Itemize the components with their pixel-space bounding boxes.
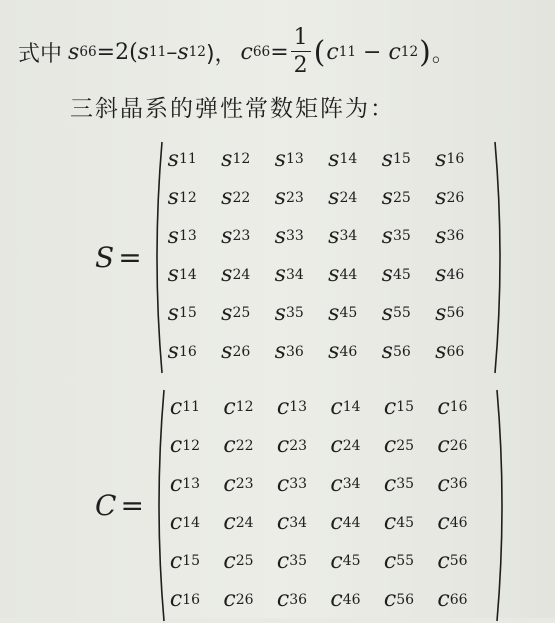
entry-subscript: 34 [342, 476, 361, 493]
entry-base: s [274, 146, 286, 172]
matrix-entry [435, 140, 489, 179]
c-equals: = [270, 39, 289, 65]
entry-base: s [381, 300, 393, 326]
entry-subscript: 35 [392, 228, 411, 245]
entry-subscript: 45 [339, 305, 358, 322]
entry-base: s [328, 300, 340, 326]
entry-subscript: 44 [342, 514, 361, 531]
entry-subscript: 56 [446, 305, 465, 322]
s-close: )， [205, 41, 237, 67]
entry-base: s [274, 262, 286, 288]
entry-subscript: 24 [342, 437, 361, 454]
matrix-entry [382, 333, 436, 372]
entry-base: c [276, 510, 290, 536]
entry-subscript: 35 [396, 476, 415, 493]
entry-subscript: 15 [182, 553, 201, 570]
entry-base: c [169, 587, 183, 613]
matrix-entry [330, 504, 384, 543]
entry-base: s [221, 185, 233, 211]
matrix-entry [330, 388, 384, 427]
entry-base: c [276, 471, 290, 497]
matrix-entry [435, 217, 489, 256]
entry-base: c [383, 394, 397, 420]
entry-base: c [276, 587, 290, 613]
entry-subscript: 22 [235, 437, 254, 454]
entry-subscript: 14 [342, 399, 361, 416]
entry-base: c [169, 548, 183, 574]
s11-base: s [137, 39, 149, 65]
matrix-c-grid [166, 388, 495, 623]
entry-subscript: 14 [182, 514, 201, 531]
matrix-entry [277, 465, 331, 504]
entry-base: c [223, 510, 236, 536]
entry-base: c [330, 394, 343, 420]
entry-base: s [274, 185, 286, 211]
matrix-entry [435, 179, 489, 218]
matrix-entry [170, 427, 224, 466]
matrix-entry [221, 217, 275, 256]
s66-sub: 66 [79, 44, 97, 60]
matrix-entry [328, 140, 382, 179]
matrix-entry [277, 504, 331, 543]
entry-base: c [383, 587, 397, 613]
entry-subscript: 36 [449, 476, 468, 493]
entry-subscript: 35 [289, 553, 308, 570]
fraction-numerator: 1 [293, 25, 308, 50]
matrix-entry [168, 256, 222, 295]
entry-base: c [437, 510, 450, 536]
entry-subscript: 12 [235, 399, 254, 416]
entry-subscript: 26 [446, 189, 465, 206]
matrix-c-equals: = [120, 489, 144, 522]
matrix-c-label [95, 489, 144, 522]
matrix-entry [437, 581, 491, 620]
matrix-entry [330, 427, 384, 466]
entry-base: c [169, 471, 183, 497]
entry-subscript: 46 [339, 343, 358, 360]
matrix-entry [382, 294, 436, 333]
close-paren: ) [419, 34, 431, 70]
matrix-entry [437, 542, 491, 581]
matrix-entry [384, 581, 438, 620]
entry-subscript: 14 [339, 151, 358, 168]
entry-subscript: 24 [232, 266, 251, 283]
entry-subscript: 44 [339, 266, 358, 283]
entry-subscript: 36 [289, 591, 308, 608]
c66-sub: 66 [252, 44, 271, 60]
entry-subscript: 66 [449, 591, 468, 608]
entry-subscript: 66 [446, 343, 465, 360]
matrix-entry [277, 388, 331, 427]
matrix-s-label [95, 241, 142, 274]
entry-subscript: 16 [178, 343, 197, 360]
entry-subscript: 46 [449, 514, 468, 531]
matrix-entry [437, 465, 491, 504]
matrix-entry [170, 388, 224, 427]
entry-subscript: 26 [235, 591, 254, 608]
entry-base: s [221, 339, 233, 365]
matrix-entry [277, 427, 331, 466]
entry-subscript: 13 [178, 228, 197, 245]
entry-subscript: 55 [392, 305, 411, 322]
entry-base: c [383, 471, 397, 497]
matrix-entry [277, 542, 331, 581]
entry-base: c [276, 394, 290, 420]
matrix-entry [275, 333, 329, 372]
matrix-entry [223, 504, 277, 543]
matrix-entry [168, 179, 222, 218]
matrix-entry [328, 179, 382, 218]
entry-base: c [437, 548, 450, 574]
entry-base: c [169, 394, 183, 420]
entry-base: s [167, 262, 179, 288]
entry-subscript: 33 [285, 228, 304, 245]
entry-subscript: 26 [232, 343, 251, 360]
matrix-entry [382, 217, 436, 256]
c-minus: − [356, 39, 389, 65]
matrix-entry [223, 465, 277, 504]
matrix-entry [328, 333, 382, 372]
entry-base: s [274, 300, 286, 326]
entry-base: c [330, 433, 343, 459]
matrix-entry [435, 256, 489, 295]
entry-subscript: 34 [289, 514, 308, 531]
entry-subscript: 12 [232, 151, 251, 168]
entry-base: s [435, 223, 447, 249]
matrix-entry [170, 465, 224, 504]
c11-sub: 11 [338, 44, 357, 60]
matrix-entry [223, 388, 277, 427]
entry-base: s [435, 185, 447, 211]
entry-subscript: 25 [392, 189, 411, 206]
matrix-entry [382, 140, 436, 179]
entry-subscript: 16 [182, 591, 201, 608]
matrix-c-body [152, 388, 509, 623]
matrix-entry [168, 140, 222, 179]
right-paren-bracket [493, 140, 507, 375]
entry-base: s [381, 146, 393, 172]
entry-base: s [328, 146, 340, 172]
fraction-denominator: 2 [293, 53, 308, 78]
matrix-entry [437, 504, 491, 543]
s11-sub: 11 [148, 44, 167, 60]
matrix-entry [384, 542, 438, 581]
matrix-entry [221, 333, 275, 372]
formula-end: 。 [431, 41, 454, 67]
entry-base: c [169, 510, 183, 536]
entry-subscript: 25 [396, 437, 415, 454]
entry-base: s [381, 262, 393, 288]
matrix-entry [221, 179, 275, 218]
entry-subscript: 25 [232, 305, 251, 322]
entry-subscript: 14 [178, 266, 197, 283]
matrix-entry [170, 504, 224, 543]
entry-base: s [435, 300, 447, 326]
entry-subscript: 15 [178, 305, 197, 322]
matrix-entry [275, 179, 329, 218]
matrix-entry [435, 333, 489, 372]
entry-subscript: 34 [339, 228, 358, 245]
entry-base: s [381, 339, 393, 365]
entry-base: s [381, 185, 393, 211]
matrix-entry [437, 388, 491, 427]
entry-base: c [223, 433, 236, 459]
matrix-entry [384, 388, 438, 427]
matrix-s-equals: = [118, 241, 142, 274]
entry-base: c [383, 548, 397, 574]
entry-subscript: 46 [342, 591, 361, 608]
matrix-entry [328, 294, 382, 333]
matrix-entry [437, 427, 491, 466]
entry-base: s [167, 339, 179, 365]
entry-subscript: 23 [235, 476, 254, 493]
entry-subscript: 36 [285, 343, 304, 360]
entry-base: c [437, 394, 450, 420]
entry-subscript: 12 [182, 437, 201, 454]
s12-base: s [177, 39, 189, 65]
entry-base: s [167, 146, 179, 172]
entry-base: s [435, 262, 447, 288]
entry-subscript: 13 [285, 151, 304, 168]
s-equals: =2( [96, 39, 138, 65]
entry-subscript: 45 [342, 553, 361, 570]
entry-subscript: 56 [396, 591, 415, 608]
matrix-c-symbol: C [95, 489, 117, 522]
left-paren-bracket [150, 140, 164, 375]
c11-base: c [326, 39, 339, 65]
matrix-entry [435, 294, 489, 333]
entry-base: s [435, 339, 447, 365]
entry-subscript: 15 [392, 151, 411, 168]
entry-base: s [328, 185, 340, 211]
matrix-entry [170, 581, 224, 620]
open-paren: ( [313, 34, 326, 70]
entry-base: s [221, 262, 233, 288]
entry-subscript: 46 [446, 266, 465, 283]
entry-subscript: 15 [396, 399, 415, 416]
c12-sub: 12 [400, 44, 419, 60]
entry-base: s [221, 146, 233, 172]
matrix-entry [328, 217, 382, 256]
entry-subscript: 24 [339, 189, 358, 206]
matrix-entry [223, 542, 277, 581]
entry-base: c [330, 587, 343, 613]
matrix-entry [221, 140, 275, 179]
entry-subscript: 23 [285, 189, 304, 206]
entry-subscript: 13 [182, 476, 201, 493]
entry-subscript: 24 [235, 514, 254, 531]
formula-prefix: 式中 [18, 41, 63, 67]
matrix-entry [330, 542, 384, 581]
entry-base: c [223, 587, 236, 613]
right-paren-bracket [495, 388, 509, 623]
entry-base: c [276, 548, 290, 574]
matrix-entry [384, 504, 438, 543]
entry-subscript: 23 [232, 228, 251, 245]
matrix-entry [168, 217, 222, 256]
entry-base: c [330, 548, 343, 574]
matrix-entry [384, 427, 438, 466]
matrix-entry [275, 294, 329, 333]
compliance-matrix [95, 140, 507, 375]
stiffness-matrix [95, 388, 509, 623]
entry-subscript: 23 [289, 437, 308, 454]
entry-base: c [223, 471, 236, 497]
entry-subscript: 13 [289, 399, 308, 416]
left-paren-bracket [152, 388, 166, 623]
entry-subscript: 35 [285, 305, 304, 322]
entry-subscript: 34 [285, 266, 304, 283]
matrix-entry [275, 140, 329, 179]
entry-base: c [223, 394, 236, 420]
entry-subscript: 56 [392, 343, 411, 360]
entry-base: s [167, 300, 179, 326]
entry-base: s [328, 262, 340, 288]
entry-subscript: 55 [396, 553, 415, 570]
entry-base: s [167, 185, 179, 211]
entry-subscript: 26 [449, 437, 468, 454]
c66-base: c [240, 39, 253, 65]
entry-base: c [437, 587, 450, 613]
c12-base: c [388, 39, 401, 65]
entry-subscript: 45 [396, 514, 415, 531]
matrix-entry [384, 465, 438, 504]
matrix-entry [277, 581, 331, 620]
entry-subscript: 33 [289, 476, 308, 493]
matrix-entry [382, 256, 436, 295]
matrix-entry [275, 256, 329, 295]
matrix-s-body [150, 140, 507, 375]
matrix-entry [330, 465, 384, 504]
entry-base: s [221, 223, 233, 249]
entry-base: s [221, 300, 233, 326]
s66-base: s [68, 39, 80, 65]
matrix-entry [221, 256, 275, 295]
matrix-entry [382, 179, 436, 218]
s12-sub: 12 [188, 44, 206, 60]
entry-base: c [330, 471, 343, 497]
entry-base: c [169, 433, 183, 459]
entry-base: s [328, 223, 340, 249]
entry-base: c [437, 433, 450, 459]
matrix-entry [275, 217, 329, 256]
entry-base: s [274, 339, 286, 365]
matrix-entry [221, 294, 275, 333]
section-heading: 三斜晶系的弹性常数矩阵为： [70, 96, 395, 122]
matrix-entry [168, 333, 222, 372]
entry-base: s [381, 223, 393, 249]
entry-subscript: 11 [182, 399, 201, 416]
entry-base: s [167, 223, 179, 249]
s-minus: – [166, 39, 178, 65]
entry-base: c [276, 433, 290, 459]
entry-subscript: 25 [235, 553, 254, 570]
matrix-s-grid [164, 140, 493, 375]
entry-subscript: 12 [178, 189, 197, 206]
entry-base: c [383, 510, 397, 536]
formula-line [18, 22, 454, 82]
entry-base: s [328, 339, 340, 365]
matrix-entry [223, 427, 277, 466]
entry-subscript: 56 [449, 553, 468, 570]
entry-subscript: 11 [178, 151, 197, 168]
entry-subscript: 16 [449, 399, 468, 416]
entry-base: c [437, 471, 450, 497]
entry-base: c [330, 510, 343, 536]
matrix-entry [223, 581, 277, 620]
matrix-entry [170, 542, 224, 581]
entry-base: s [435, 146, 447, 172]
fraction-one-half [291, 27, 311, 77]
entry-subscript: 36 [446, 228, 465, 245]
matrix-entry [330, 581, 384, 620]
entry-base: c [223, 548, 236, 574]
entry-base: c [383, 433, 397, 459]
matrix-s-symbol: S [95, 241, 115, 274]
entry-subscript: 16 [446, 151, 465, 168]
entry-subscript: 22 [232, 189, 251, 206]
entry-base: s [274, 223, 286, 249]
matrix-entry [328, 256, 382, 295]
matrix-entry [168, 294, 222, 333]
entry-subscript: 45 [392, 266, 411, 283]
